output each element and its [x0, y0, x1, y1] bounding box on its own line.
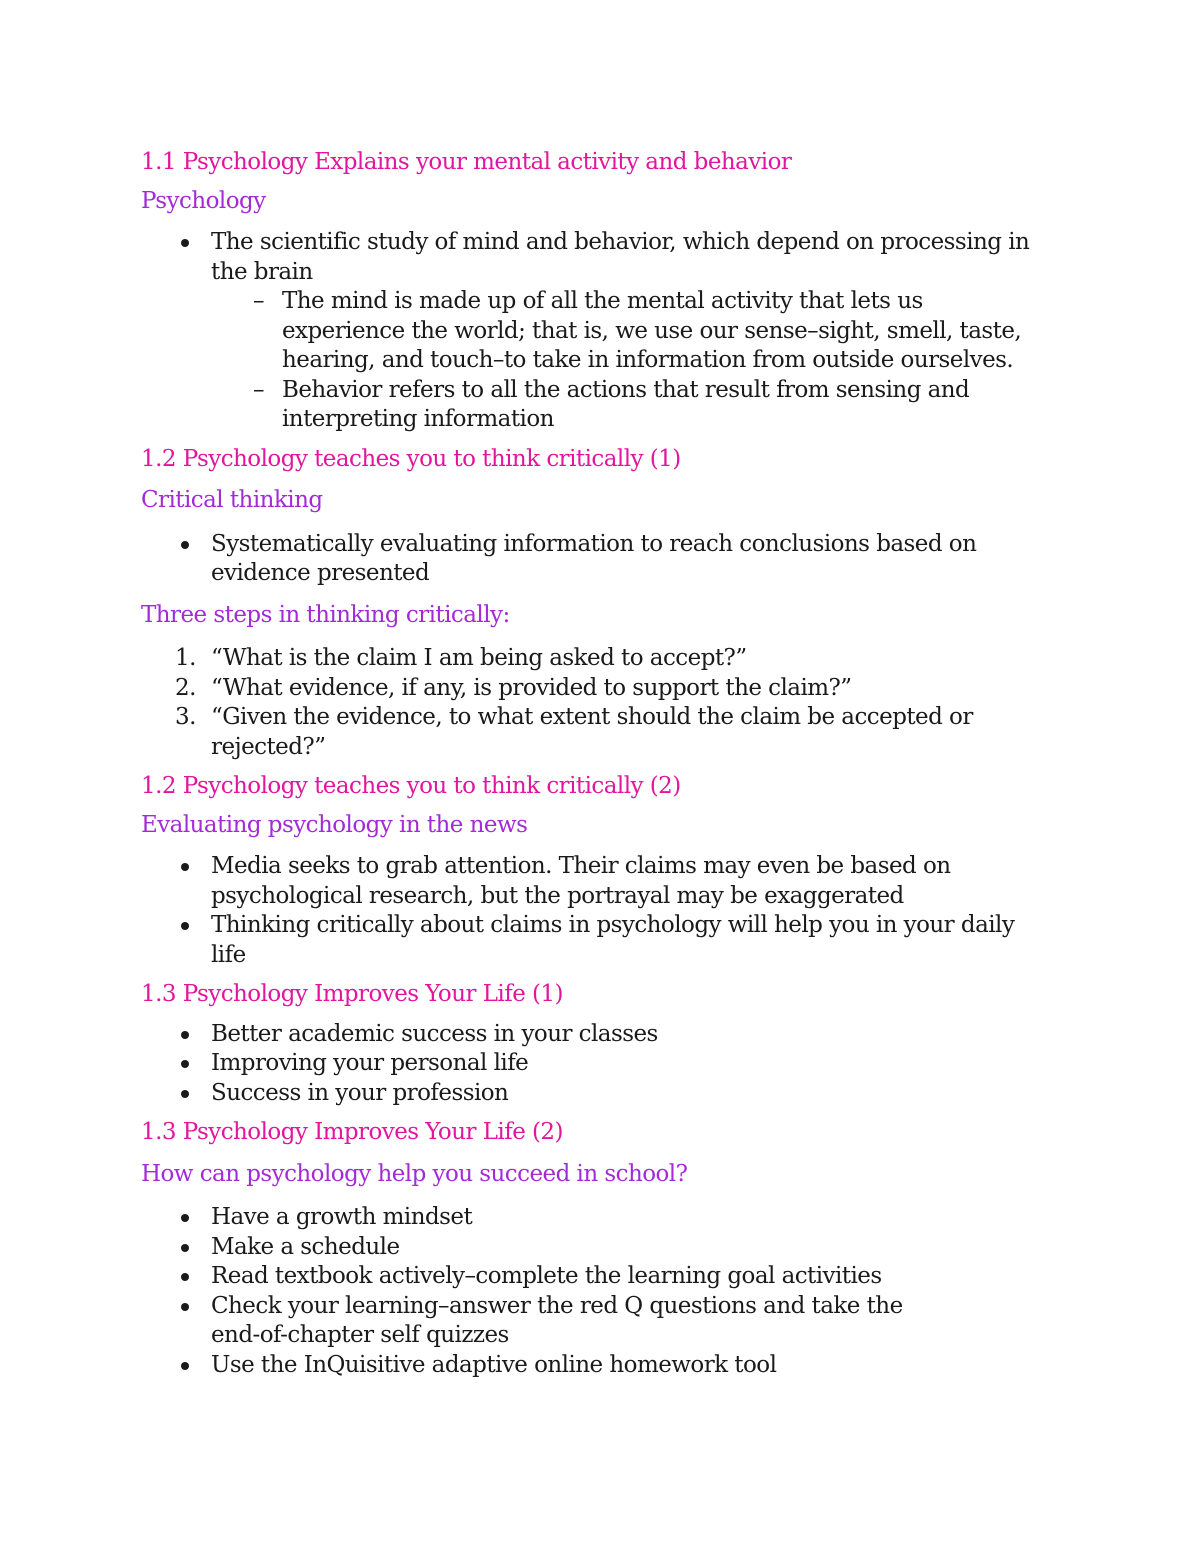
list-number: 1.: [175, 645, 196, 671]
list-item-text: Improving your personal life: [211, 1050, 529, 1076]
list-item: [141, 1351, 1071, 1381]
bullet-icon: [181, 1303, 189, 1311]
subheading-three-steps: Three steps in thinking critically:: [141, 601, 510, 628]
list-item: [141, 852, 1071, 911]
section-heading-1-1: 1.1 Psychology Explains your mental activity and behavior: [141, 149, 792, 175]
numbered-item: [141, 674, 1071, 704]
list-item-text: Thinking critically about claims in psychology will help you in your daily: [211, 912, 1015, 938]
sub-list-item-text: interpreting information: [282, 406, 554, 432]
list-item: [141, 1203, 1071, 1233]
list-item-text: evidence presented: [211, 560, 430, 586]
list-item: [141, 1262, 1071, 1292]
subheading-psychology: Psychology: [141, 187, 266, 214]
subheading-succeed-in-school: How can psychology help you succeed in school?: [141, 1160, 688, 1187]
bullet-icon: [181, 239, 189, 247]
bullet-icon: [181, 1244, 189, 1252]
list-item-text: psychological research, but the portrayal may be exaggerated: [211, 882, 904, 909]
numbered-item: [141, 644, 1071, 674]
numbered-item: [141, 703, 1071, 762]
list-item-text: Have a growth mindset: [211, 1204, 473, 1230]
document-page: [141, 148, 1071, 1380]
list-item-text: the brain: [211, 258, 313, 285]
bullet-icon: [181, 1214, 189, 1222]
bullet-icon: [181, 863, 189, 871]
sub-list-item: [141, 376, 1071, 435]
subheading-evaluating-news: Evaluating psychology in the news: [141, 811, 528, 838]
list-item: [141, 1079, 1071, 1109]
list-item-text: life: [211, 941, 246, 968]
list-item-text: Better academic success in your classes: [211, 1020, 658, 1047]
subheading-critical-thinking: Critical thinking: [141, 487, 323, 513]
bullet-icon: [181, 1362, 189, 1370]
list-item-text: Success in your profession: [211, 1079, 509, 1106]
list-item-text: The scientific study of mind and behavior, which depend on processing in: [211, 229, 1030, 255]
list-number: 2.: [175, 674, 196, 701]
list-item: [141, 1020, 1071, 1050]
list-item: [141, 530, 1071, 589]
numbered-item-text: “Given the evidence, to what extent should the claim be accepted or: [211, 704, 973, 730]
sub-list-item: [141, 287, 1071, 376]
list-item: [141, 1233, 1071, 1263]
bullet-icon: [181, 1090, 189, 1098]
bullet-icon: [181, 1273, 189, 1281]
list-item-text: end-of-chapter self quizzes: [211, 1322, 509, 1348]
sub-list-item-text: Behavior refers to all the actions that result from sensing and: [282, 376, 970, 403]
bullet-icon: [181, 1031, 189, 1039]
list-item: [141, 911, 1071, 970]
list-item-text: Make a schedule: [211, 1233, 400, 1260]
dash-icon: –: [253, 376, 264, 403]
bullet-icon: [181, 541, 189, 549]
list-item: [141, 228, 1071, 287]
numbered-item-text: “What is the claim I am being asked to accept?”: [211, 645, 747, 671]
section-heading-1-3-part-1: 1.3 Psychology Improves Your Life (1): [141, 981, 563, 1007]
list-item-text: Systematically evaluating information to reach conclusions based on: [211, 530, 977, 557]
list-item: [141, 1049, 1071, 1079]
sub-list-item-text: The mind is made up of all the mental activity that lets us: [282, 288, 923, 314]
list-number: 3.: [175, 704, 196, 730]
bullet-icon: [181, 1060, 189, 1068]
section-heading-1-2-part-1: 1.2 Psychology teaches you to think critically (1): [141, 445, 681, 472]
section-heading-1-2-part-2: 1.2 Psychology teaches you to think critically (2): [141, 773, 681, 799]
numbered-item-text: “What evidence, if any, is provided to support the claim?”: [211, 674, 852, 701]
list-item-text: Use the InQuisitive adaptive online homework tool: [211, 1351, 777, 1378]
list-item-text: Media seeks to grab attention. Their claims may even be based on: [211, 853, 951, 879]
list-item-text: Read textbook actively–complete the learning goal activities: [211, 1263, 882, 1289]
list-item: [141, 1292, 1071, 1351]
list-item-text: Check your learning–answer the red Q questions and take the: [211, 1292, 903, 1319]
sub-list-item-text: hearing, and touch–to take in information from outside ourselves.: [282, 347, 1014, 373]
bullet-icon: [181, 922, 189, 930]
sub-list-item-text: experience the world; that is, we use our sense–sight, smell, taste,: [282, 317, 1022, 344]
dash-icon: –: [253, 288, 264, 314]
section-heading-1-3-part-2: 1.3 Psychology Improves Your Life (2): [141, 1119, 563, 1145]
numbered-item-text: rejected?”: [211, 733, 326, 760]
